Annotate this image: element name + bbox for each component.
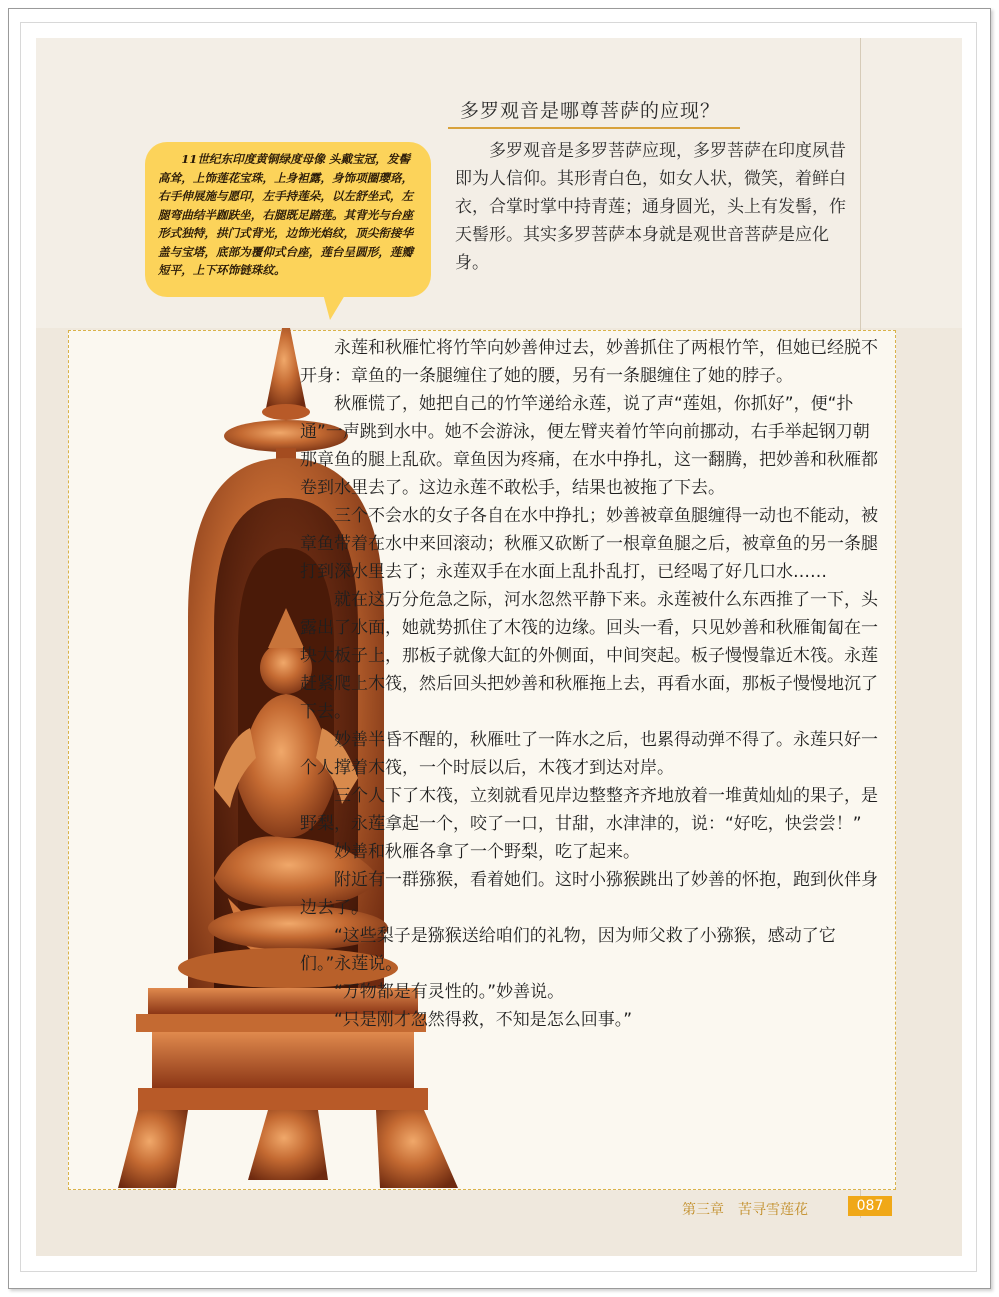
story-paragraph: 妙善和秋雁各拿了一个野梨，吃了起来。	[334, 842, 640, 862]
chapter-label: 第三章 苦寻雪莲花	[682, 1202, 808, 1218]
story-paragraph: 附近有一群猕猴，看着她们。这时小猕猴跳出了妙善的怀抱，跑到伙伴身边去了。	[300, 870, 878, 918]
story-paragraph: “这些梨子是猕猴送给咱们的礼物，因为师父救了小猕猴，感动了它们。”永莲说。	[300, 926, 836, 974]
story-paragraph: 三个人下了木筏，立刻就看见岸边整整齐齐地放着一堆黄灿灿的果子，是野梨，永莲拿起一个，咬了一口，甘甜，水津津的，说：“好吃，快尝尝！”	[300, 786, 878, 834]
question-underline	[448, 127, 740, 129]
story-paragraph: “只是刚才忽然得救，不知是怎么回事。”	[334, 1010, 633, 1030]
story-paragraph: 就在这万分危急之际，河水忽然平静下来。永莲被什么东西推了一下，头露出了水面，她就势抓住了木筏的边缘。回头一看，只见妙善和秋雁匍匐在一块大板子上，那板子就像大缸的外侧面，中间突起。板子慢慢靠近木筏。永莲赶紧爬上木筏，然后回头把妙善和秋雁拖上去，再看水面，那板子慢慢地沉了下去。	[300, 590, 878, 722]
story-paragraph: “万物都是有灵性的。”妙善说。	[334, 982, 565, 1002]
question-title: 多罗观音是哪尊菩萨的应现？	[460, 100, 721, 122]
caption-text: 11世纪东印度黄铜绿度母像 头戴宝冠，发髻高耸，上饰莲花宝珠，上身袒露，身饰项圈璎珞，右手伸展施与愿印，左手持莲朵，以左舒坐式，左腿弯曲结半跏趺坐，右腿既足踏莲。其背光与台座形式独特，拱门式背光，边饰光焰纹，顶尖衔接华盖与宝塔，底部为覆仰式台座，莲台呈圆形，莲瓣短平，上下环饰链珠纹。	[158, 152, 414, 277]
story-paragraph: 三个不会水的女子各自在水中挣扎；妙善被章鱼腿缠得一动也不能动，被章鱼带着在水中来回滚动；秋雁又砍断了一根章鱼腿之后，被章鱼的另一条腿打到深水里去了；永莲双手在水面上乱扑乱打，已经喝了好几口水……	[300, 506, 878, 582]
story-paragraph: 妙善半昏不醒的，秋雁吐了一阵水之后，也累得动弹不得了。永莲只好一个人撑着木筏，一个时辰以后，木筏才到达对岸。	[300, 730, 878, 778]
page-number: 087	[848, 1196, 892, 1216]
story-text	[300, 334, 880, 1034]
story-paragraph: 永莲和秋雁忙将竹竿向妙善伸过去，妙善抓住了两根竹竿，但她已经脱不开身：章鱼的一条腿缠住了她的腰，另有一条腿缠住了她的脖子。	[300, 338, 878, 386]
question-text: 多罗观音是多罗菩萨应现，多罗菩萨在印度夙昔即为人信仰。其形青白色，如女人状，微笑，着鲜白衣，合掌时掌中持青莲；通身圆光，头上有发髻，作天髻形。其实多罗菩萨本身就是观世音菩萨是应化身。	[455, 141, 846, 273]
caption-bubble-tail	[322, 290, 348, 320]
story-paragraph: 秋雁慌了，她把自己的竹竿递给永莲，说了声“莲姐，你抓好”，便“扑通”一声跳到水中。她不会游泳，便左臂夹着竹竿向前挪动，右手举起钢刀朝那章鱼的腿上乱砍。章鱼因为疼痛，在水中挣扎，这一翻腾，把妙善和秋雁都卷到水里去了。这边永莲不敢松手，结果也被拖了下去。	[300, 394, 878, 498]
